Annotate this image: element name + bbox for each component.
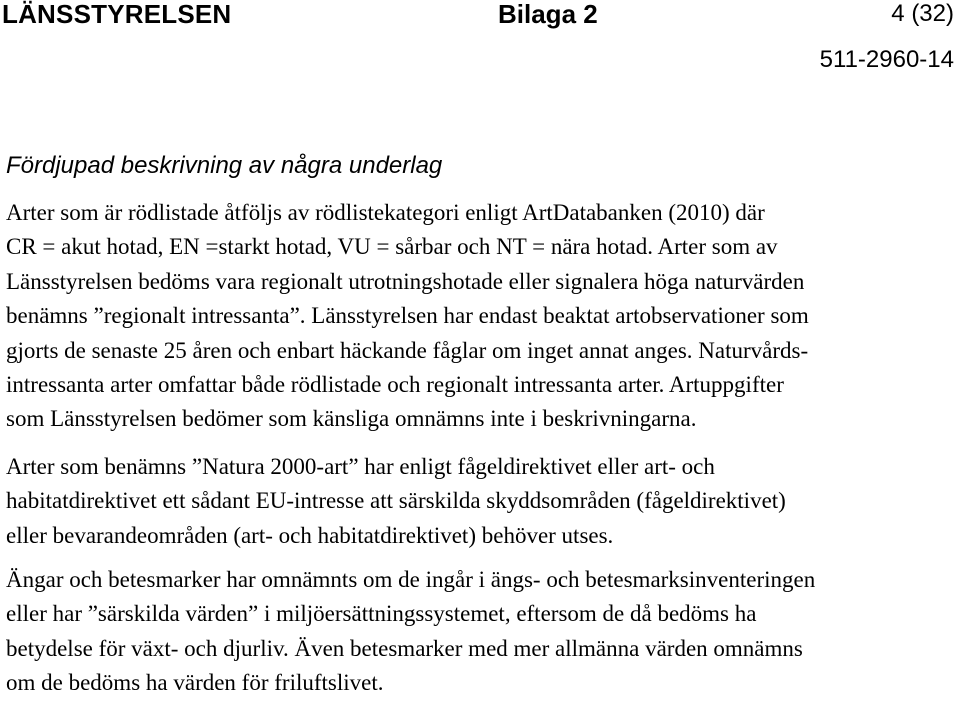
text-line: eller har ”särskilda värden” i miljöersättningssystemet, eftersom de då bedöms ha — [6, 601, 757, 627]
page-number: 4 (32) — [891, 0, 954, 27]
organization-name: LÄNSSTYRELSEN — [2, 0, 232, 29]
section-heading: Fördjupad beskrivning av några underlag — [6, 152, 443, 179]
text-line: Ängar och betesmarker har omnämnts om de ingår i ängs- och betesmarksinventeringen — [6, 567, 816, 592]
text-line: benämns ”regionalt intressanta”. Länsstyrelsen har endast beaktat artobservationer som — [6, 303, 809, 329]
text-line: eller bevarandeområden (art- och habitatdirektivet) behöver utses. — [6, 522, 614, 548]
text-line: om de bedöms ha värden för friluftslivet. — [6, 670, 384, 696]
text-line: betydelse för växt- och djurliv. Även betesmarker med mer allmänna värden omnämns — [6, 635, 803, 661]
paragraph-natura-2000 — [6, 450, 956, 553]
text-line: som Länsstyrelsen bedömer som känsliga omnämns inte i beskrivningarna. — [6, 406, 697, 432]
text-line: gjorts de senaste 25 åren och enbart häckande fåglar om inget annat anges. Naturvårds- — [6, 337, 809, 363]
text-line: habitatdirektivet ett sådant EU-intresse att särskilda skyddsområden (fågeldirektivet) — [6, 488, 786, 514]
text-line: Länsstyrelsen bedöms vara regionalt utrotningshotade eller signalera höga naturvärden — [6, 268, 805, 294]
text-line: CR = akut hotad, EN =starkt hotad, VU = sårbar och NT = nära hotad. Arter som av — [6, 234, 778, 260]
document-number: 511-2960-14 — [819, 46, 954, 73]
paragraph-meadows — [6, 563, 956, 701]
text-line: Arter som är rödlistade åtföljs av rödlistekategori enligt ArtDatabanken (2010) där — [6, 200, 765, 225]
text-line: intressanta arter omfattar både rödlistade och regionalt intressanta arter. Artuppgifter — [6, 372, 784, 398]
paragraph-red-list — [6, 196, 956, 437]
text-line: Arter som benämns ”Natura 2000-art” har enligt fågeldirektivet eller art- och — [6, 454, 715, 479]
document-type: Bilaga 2 — [498, 0, 598, 29]
page-header — [0, 0, 960, 80]
